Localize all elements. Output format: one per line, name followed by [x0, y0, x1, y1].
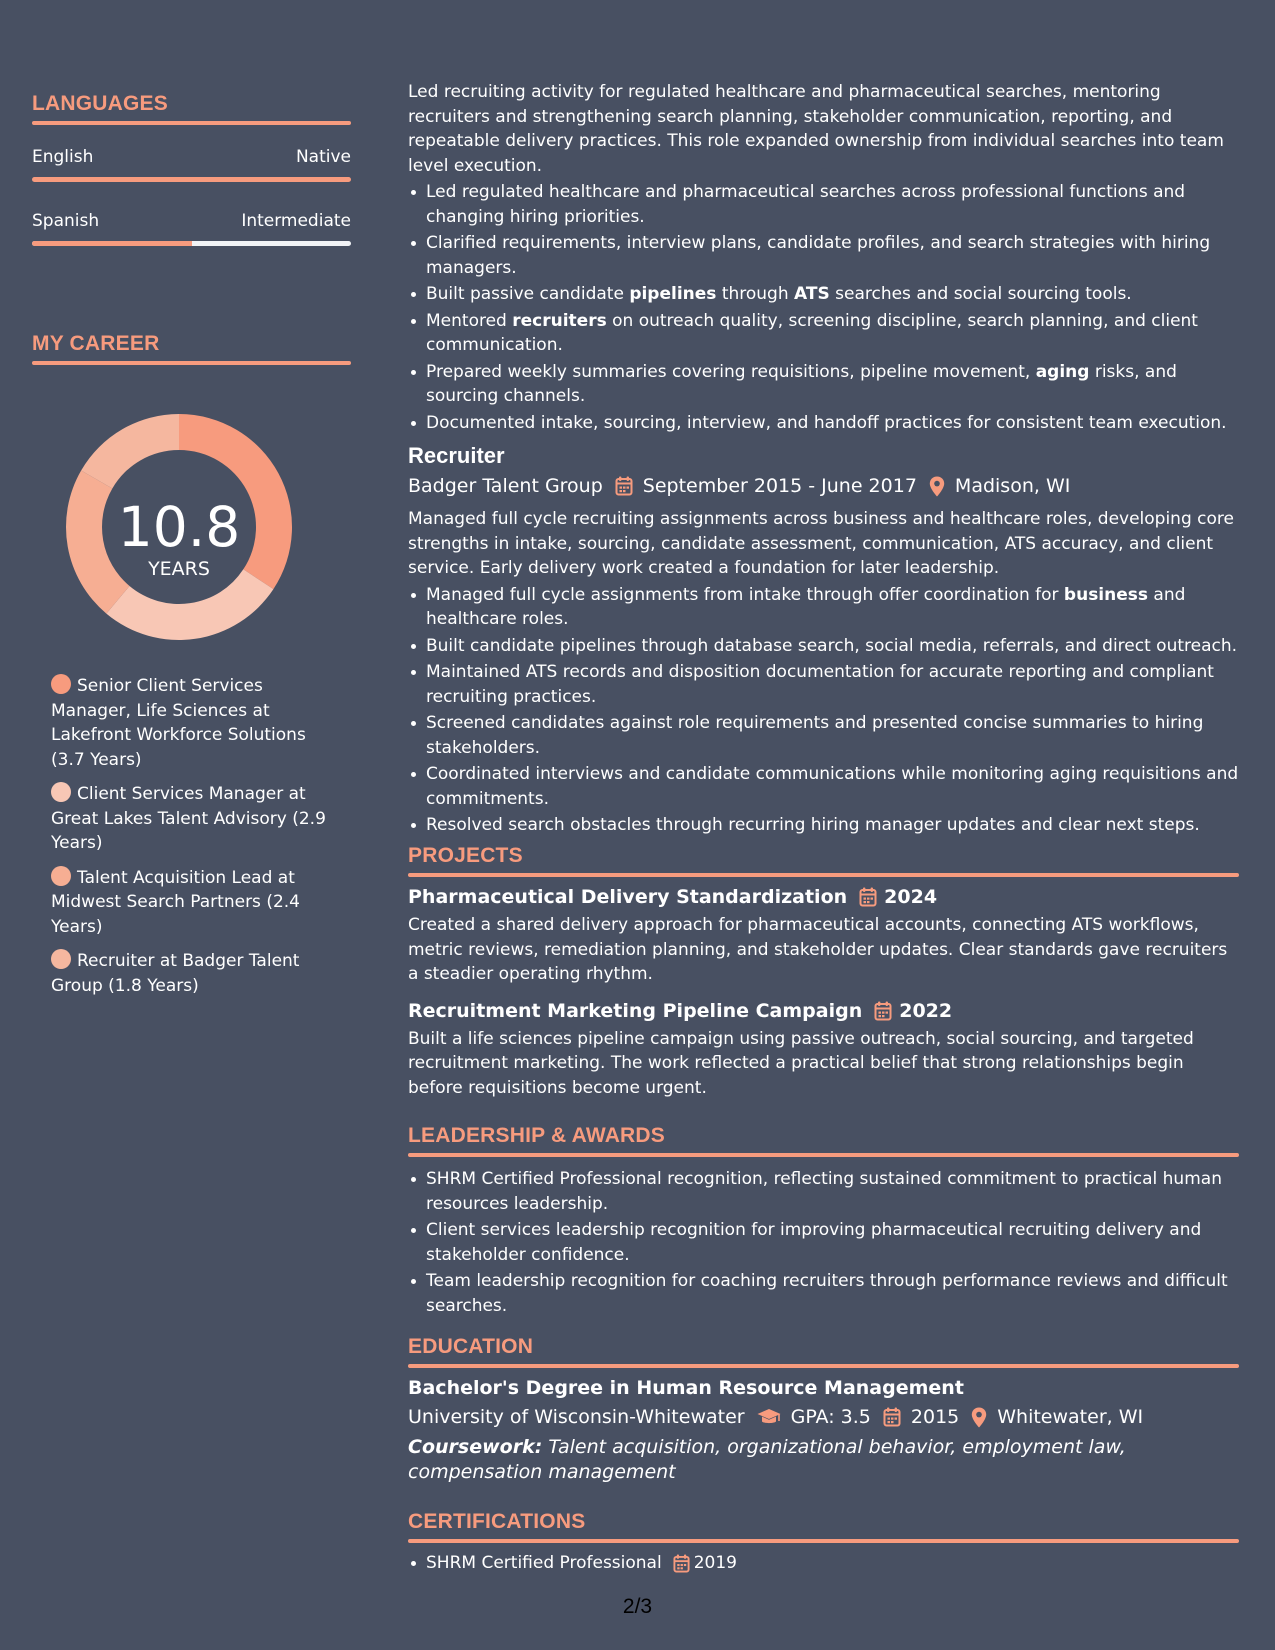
projects-title: PROJECTS	[408, 844, 523, 867]
bullet-bold-text: pipelines	[629, 284, 717, 304]
legend-label: Senior Client Services Manager, Life Sciences at Lakefront Workforce Solutions (3.7 Years)	[51, 676, 306, 770]
map-pin-icon	[929, 476, 945, 497]
project-year: 2022	[899, 999, 953, 1022]
job-title: Recruiter	[408, 443, 505, 468]
award-item: Team leadership recognition for coaching recruiters through performance reviews and difficult searches.	[408, 1269, 1239, 1318]
award-item: Client services leadership recognition for improving pharmaceutical recruiting delivery and stakeholder confidence.	[408, 1218, 1239, 1267]
bullet-item	[408, 282, 1239, 307]
bullet-item	[408, 813, 1239, 838]
education-location: Whitewater, WI	[997, 1406, 1144, 1428]
bullet-text: Maintained ATS records and disposition documentation for accurate reporting and compliant recruiting practices.	[426, 662, 1214, 707]
language-bar-fill	[32, 241, 192, 246]
calendar-icon	[874, 1001, 892, 1021]
language-name: English	[32, 147, 94, 167]
project-item	[408, 998, 1239, 1101]
bullet-text: Led regulated healthcare and pharmaceutical searches across professional functions and changing hiring priorities.	[426, 182, 1186, 227]
bullet-text: on outreach quality, screening discipline, search planning, and client communication.	[426, 310, 1198, 355]
bullet-text: Built passive candidate	[426, 284, 630, 304]
previous-role-summary: Led recruiting activity for regulated healthcare and pharmaceutical searches, mentoring recruiters and strengthening search planning, stakeholder communication, reporting, and repeatable delivery practices. This role expanded ownership from individual searches into team level execution.	[408, 82, 1224, 176]
bullet-text: Built candidate pipelines through database search, social media, referrals, and direct outreach.	[426, 635, 1238, 656]
experience-section	[408, 80, 1239, 840]
awards-title: LEADERSHIP & AWARDS	[408, 1124, 665, 1147]
languages-section	[32, 92, 351, 246]
coursework-text: Talent acquisition, organizational behavior, employment law, compensation management	[408, 1436, 1126, 1483]
job-bullets	[408, 583, 1239, 838]
bullet-bold-text: aging	[1035, 361, 1090, 382]
section-rule	[408, 1539, 1239, 1543]
school-name: University of Wisconsin-Whitewater	[408, 1406, 745, 1428]
section-rule	[32, 361, 351, 365]
career-title: MY CAREER	[32, 332, 160, 355]
education-year: 2015	[910, 1406, 960, 1428]
section-rule	[408, 1364, 1239, 1368]
bullet-item	[408, 411, 1239, 436]
legend-dot	[51, 949, 71, 969]
career-total-unit: YEARS	[148, 558, 210, 580]
career-legend	[32, 674, 332, 1008]
bullet-text: Clarified requirements, interview plans, candidate profiles, and search strategies with hiring managers.	[426, 233, 1211, 278]
certification-year: 2019	[693, 1553, 737, 1573]
project-name: Recruitment Marketing Pipeline Campaign	[408, 999, 863, 1022]
job-entry	[408, 443, 1239, 838]
legend-label: Client Services Manager at Great Lakes Talent Advisory (2.9 Years)	[51, 784, 326, 853]
calendar-icon	[615, 476, 633, 496]
map-pin-icon	[971, 1407, 987, 1428]
projects-section	[408, 844, 1239, 1100]
bullet-text: searches and social sourcing tools.	[829, 284, 1132, 304]
bullet-text: Prepared weekly summaries covering requisitions, pipeline movement,	[426, 361, 1036, 382]
bullet-text: Managed full cycle assignments from intake through offer coordination for	[426, 584, 1064, 605]
language-bar	[32, 177, 351, 182]
bullet-item	[408, 309, 1239, 358]
award-item: SHRM Certified Professional recognition, reflecting sustained commitment to practical human resources leadership.	[408, 1167, 1239, 1216]
bullet-item	[408, 583, 1239, 632]
bullet-text: Screened candidates against role requirements and presented concise summaries to hiring stakeholders.	[426, 713, 1204, 758]
job-meta	[408, 473, 1239, 499]
language-bar-fill	[32, 177, 351, 182]
project-item	[408, 884, 1239, 987]
career-donut-chart	[59, 407, 299, 647]
legend-label: Recruiter at Badger Talent Group (1.8 Years)	[51, 951, 300, 996]
awards-list	[408, 1167, 1239, 1318]
certifications-section	[408, 1510, 1239, 1578]
bullet-item	[408, 180, 1239, 229]
bullet-item	[408, 762, 1239, 811]
previous-role-bullets	[408, 180, 1239, 435]
degree-name: Bachelor's Degree in Human Resource Management	[408, 1377, 964, 1399]
language-name: Spanish	[32, 211, 100, 231]
education-title: EDUCATION	[408, 1335, 534, 1358]
calendar-icon	[883, 1407, 901, 1427]
job-location: Madison, WI	[954, 475, 1071, 497]
coursework	[408, 1435, 1239, 1484]
certification-item	[408, 1551, 1239, 1576]
calendar-icon	[859, 887, 877, 907]
legend-dot	[51, 782, 71, 802]
job-dates: September 2015 - June 2017	[642, 475, 917, 497]
project-description: Created a shared delivery approach for pharmaceutical accounts, connecting ATS workflows, metric reviews, remediation planning, and stakeholder updates. Clear standards gave recruiters a steadier operating rhythm.	[408, 915, 1228, 984]
language-bar	[32, 241, 351, 246]
project-description: Built a life sciences pipeline campaign using passive outreach, social sourcing, and targeted recruitment marketing. The work reflected a practical belief that strong relationships begin before requisitions become urgent.	[408, 1028, 1194, 1098]
language-spanish	[32, 211, 351, 246]
legend-item	[32, 674, 332, 772]
certifications-list	[408, 1551, 1239, 1576]
language-level: Intermediate	[241, 211, 351, 231]
bullet-bold-text: ATS	[794, 284, 830, 304]
bullet-text: Mentored	[426, 310, 513, 331]
bullet-text: Coordinated interviews and candidate communications while monitoring aging requisitions and commitments.	[426, 764, 1239, 809]
bullet-text: Resolved search obstacles through recurring hiring manager updates and clear next steps.	[426, 815, 1200, 835]
education-gpa: GPA: 3.5	[790, 1406, 871, 1428]
bullet-item	[408, 360, 1239, 409]
awards-section	[408, 1124, 1239, 1320]
coursework-label: Coursework:	[408, 1436, 543, 1458]
job-company: Badger Talent Group	[408, 475, 603, 497]
section-rule	[408, 1153, 1239, 1157]
bullet-bold-text: recruiters	[512, 310, 607, 331]
bullet-text: and healthcare roles.	[426, 584, 1186, 629]
language-level: Native	[295, 147, 351, 167]
section-rule	[408, 873, 1239, 877]
bullet-item	[408, 711, 1239, 760]
job-summary: Managed full cycle recruiting assignments across business and healthcare roles, developing core strengths in intake, sourcing, candidate assessment, communication, ATS accuracy, and client service. Early delivery work created a foundation for later leadership.	[408, 509, 1234, 578]
education-section	[408, 1335, 1239, 1484]
career-total-value: 10.8	[117, 495, 241, 559]
project-year: 2024	[884, 886, 938, 908]
bullet-text: Documented intake, sourcing, interview, and handoff practices for consistent team execution.	[426, 412, 1227, 433]
bullet-text: through	[716, 284, 795, 304]
legend-item	[32, 782, 332, 856]
language-english	[32, 147, 351, 182]
certifications-title: CERTIFICATIONS	[408, 1510, 586, 1533]
languages-title: LANGUAGES	[32, 92, 168, 115]
bullet-item	[408, 660, 1239, 709]
education-meta	[408, 1404, 1239, 1430]
page-number: 2/3	[622, 1595, 653, 1618]
legend-label: Talent Acquisition Lead at Midwest Search Partners (2.4 Years)	[51, 867, 300, 937]
legend-dot	[51, 866, 71, 886]
legend-item	[32, 949, 332, 998]
certification-name: SHRM Certified Professional	[426, 1553, 662, 1573]
calendar-icon	[673, 1554, 690, 1573]
bullet-bold-text: business	[1063, 584, 1149, 605]
bullet-item	[408, 231, 1239, 280]
donut-slice	[81, 414, 179, 489]
graduation-cap-icon	[757, 1408, 781, 1426]
section-rule	[32, 121, 351, 125]
bullet-item	[408, 634, 1239, 659]
career-section	[32, 332, 351, 365]
bullet-text: risks, and sourcing channels.	[426, 361, 1177, 406]
legend-dot	[51, 674, 71, 694]
legend-item	[32, 866, 332, 940]
project-name: Pharmaceutical Delivery Standardization	[408, 886, 848, 908]
